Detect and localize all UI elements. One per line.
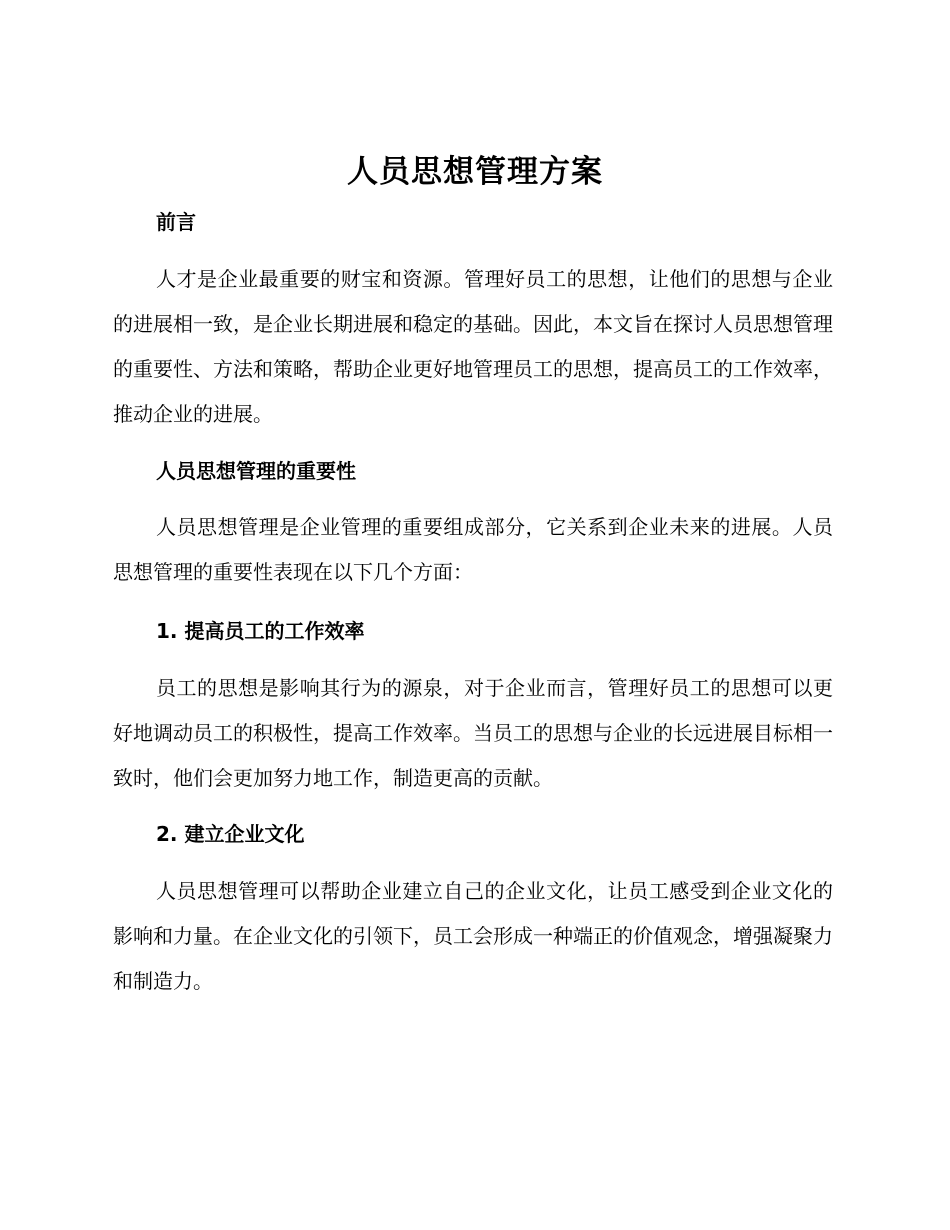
section-paragraph-culture: 人员思想管理可以帮助企业建立自己的企业文化，让员工感受到企业文化的影响和力量。在企业文化的引领下，员工会形成一种端正的价值观念，增强凝聚力和制造力。 [113,879,833,993]
section-heading-culture: 2. 建立企业文化 [156,822,305,846]
section-heading-importance: 人员思想管理的重要性 [156,459,356,483]
section-paragraph-preface: 人才是企业最重要的财宝和资源。管理好员工的思想，让他们的思想与企业的进展相一致，是企业长期进展和稳定的基础。因此，本文旨在探讨人员思想管理的重要性、方法和策略，帮助企业更好地管理员工的思想，提高员工的工作效率，推动企业的进展。 [113,267,833,426]
section-heading-preface: 前言 [156,210,196,234]
document-title: 人员思想管理方案 [347,154,603,190]
section-paragraph-efficiency: 员工的思想是影响其行为的源泉，对于企业而言，管理好员工的思想可以更好地调动员工的积极性，提高工作效率。当员工的思想与企业的长远进展目标相一致时，他们会更加努力地工作，制造更高的贡献。 [113,676,833,790]
section-paragraph-importance: 人员思想管理是企业管理的重要组成部分，它关系到企业未来的进展。人员思想管理的重要性表现在以下几个方面： [113,515,833,584]
section-heading-efficiency: 1. 提高员工的工作效率 [156,619,365,643]
